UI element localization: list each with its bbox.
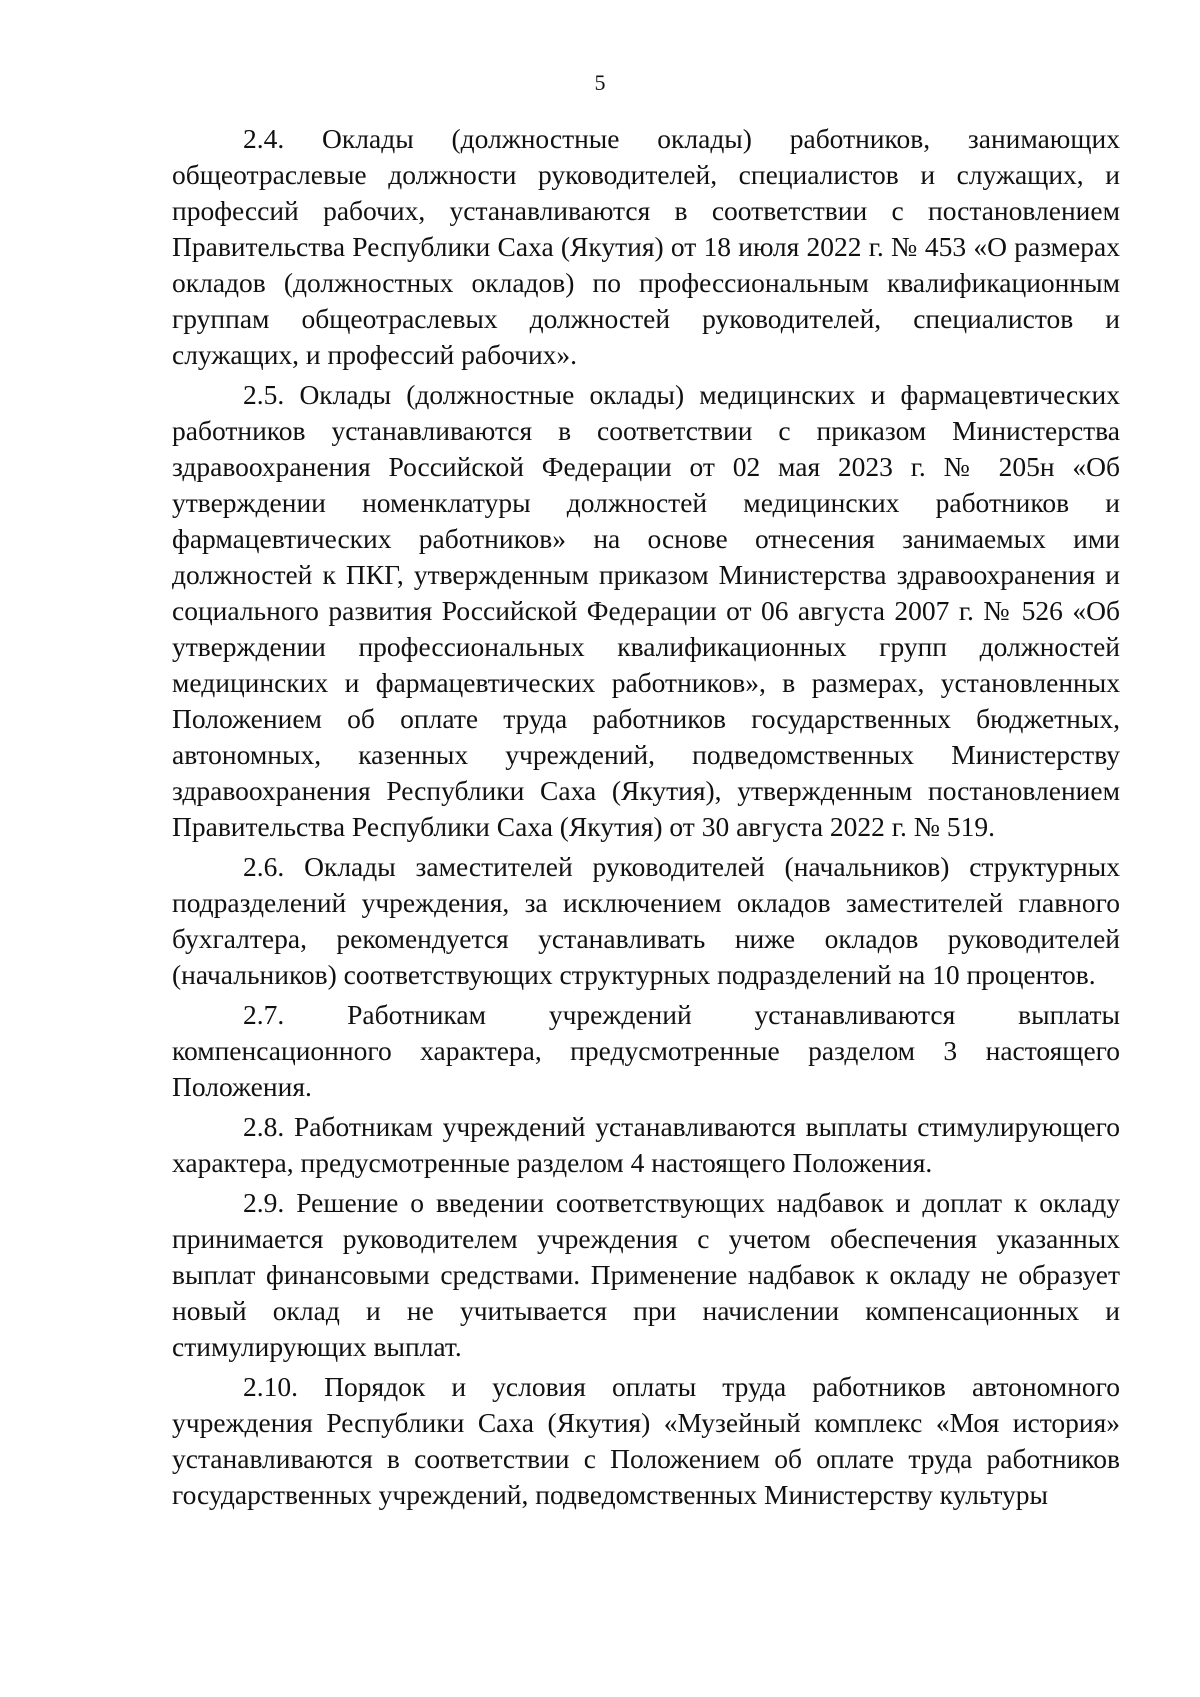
paragraph-number: 2.10. [243, 1371, 298, 1402]
paragraph-text: Порядок и условия оплаты труда работников автономного учреждения Республики Саха (Якутия) «Музейный комплекс «Моя история» устанавливаются в соответствии с Положением об оплате труда работников государственных учреждений, подведомственных Министерству культуры [172, 1371, 1121, 1510]
paragraph-number: 2.9. [243, 1187, 285, 1218]
paragraph-text: Работникам учреждений устанавливаются выплаты стимулирующего характера, предусмотренные разделом 4 настоящего Положения. [172, 1111, 1121, 1178]
paragraph-text: Решение о введении соответствующих надбавок и доплат к окладу принимается руководителем учреждения с учетом обеспечения указанных выплат финансовыми средствами. Применение надбавок к окладу не образует новый оклад и не учитывается при начислении компенсационных и стимулирующих выплат. [172, 1187, 1121, 1362]
paragraph-number: 2.5. [243, 379, 285, 410]
page-number: 5 [594, 70, 606, 95]
paragraph-2-6 [172, 849, 1120, 993]
paragraph-number: 2.4. [243, 123, 285, 154]
paragraph-2-9 [172, 1185, 1120, 1365]
paragraph-2-5 [172, 377, 1120, 845]
paragraph-2-4 [172, 121, 1120, 373]
paragraph-number: 2.7. [243, 999, 285, 1030]
paragraph-text: Работникам учреждений устанавливаются выплаты компенсационного характера, предусмотренные разделом 3 настоящего Положения. [172, 999, 1120, 1102]
paragraph-2-10 [172, 1369, 1120, 1513]
paragraph-text: Оклады (должностные оклады) работников, занимающих общеотраслевые должности руководителей, специалистов и служащих, и профессий рабочих, устанавливаются в соответствии с постановлением Правительства Республики Саха (Якутия) от 18 июля 2022 г. № 453 «О размерах окладов (должностных окладов) по профессиональным квалификационным группам общеотраслевых должностей руководителей, специалистов и служащих, и профессий рабочих». [172, 123, 1120, 370]
paragraph-number: 2.6. [243, 851, 285, 882]
paragraph-2-8 [172, 1109, 1120, 1181]
paragraph-text: Оклады заместителей руководителей (начальников) структурных подразделений учреждения, за исключением окладов заместителей главного бухгалтера, рекомендуется устанавливать ниже окладов руководителей (начальников) соответствующих структурных подразделений на 10 процентов. [172, 851, 1120, 990]
document-body [172, 121, 1120, 1517]
paragraph-2-7 [172, 997, 1120, 1105]
paragraph-text: Оклады (должностные оклады) медицинских и фармацевтических работников устанавливаются в соответствии с приказом Министерства здравоохранения Российской Федерации от 02 мая 2023 г. № 205н «Об утверждении номенклатуры должностей медицинских работников и фармацевтических работников» на основе отнесения занимаемых ими должностей к ПКГ, утвержденным приказом Министерства здравоохранения и социального развития Российской Федерации от 06 августа 2007 г. № 526 «Об утверждении профессиональных квалификационных групп должностей медицинских и фармацевтических работников», в размерах, установленных Положением об оплате труда работников государственных бюджетных, автономных, казенных учреждений, подведомственных Министерству здравоохранения Республики Саха (Якутия), утвержденным постановлением Правительства Республики Саха (Якутия) от 30 августа 2022 г. № 519. [172, 379, 1120, 842]
paragraph-number: 2.8. [243, 1111, 285, 1142]
